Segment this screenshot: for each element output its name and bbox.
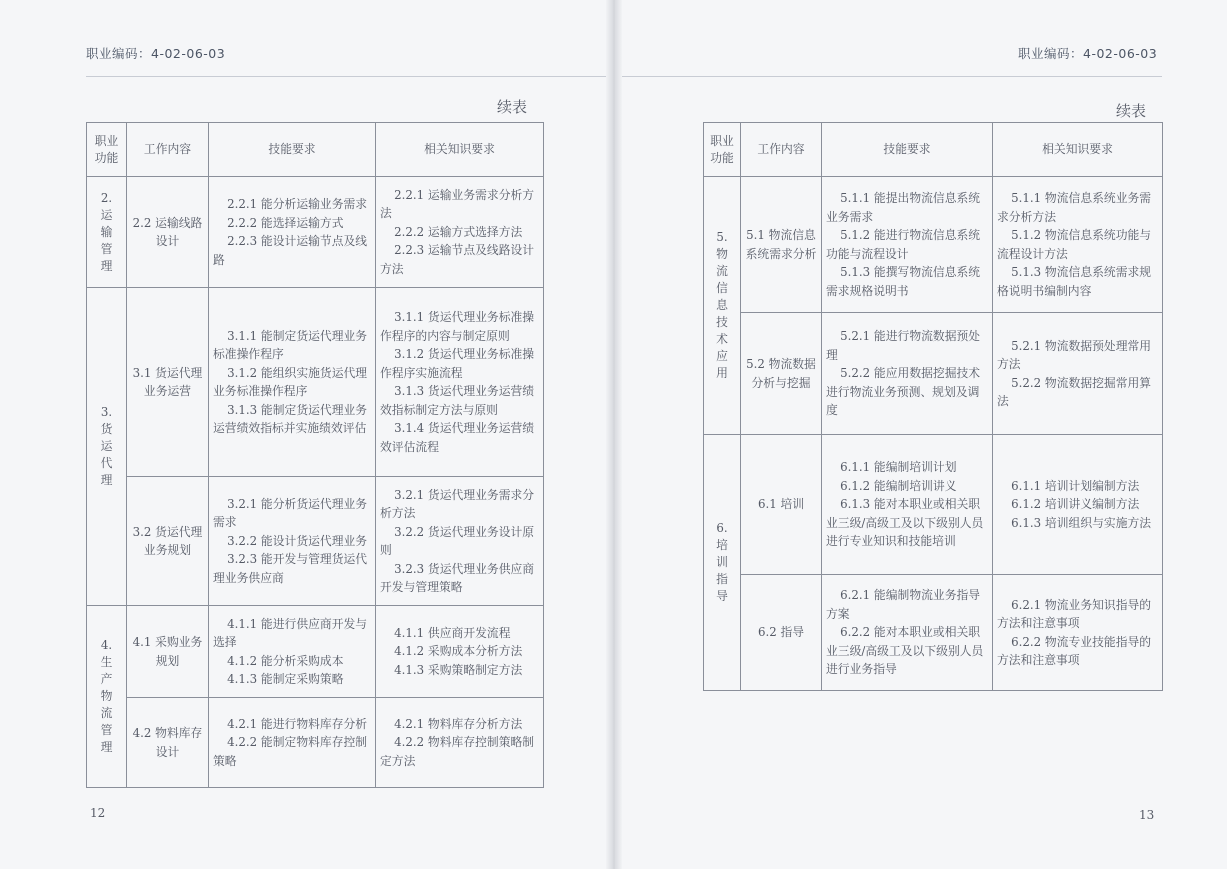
knowledge-cell <box>376 606 544 698</box>
left-page-number: 12 <box>90 806 106 820</box>
left-header-rule <box>86 76 606 77</box>
right-skills-table <box>703 122 1163 691</box>
col-header-knowledge: 相关知识要求 <box>993 123 1163 177</box>
knowledge-item: 3.2.2 货运代理业务设计原则 <box>380 524 535 557</box>
skill-item: 5.1.1 能提出物流信息系统业务需求 <box>826 191 981 224</box>
knowledge-item: 3.1.2 货运代理业务标准操作程序实施流程 <box>380 347 535 380</box>
knowledge-item: 6.2.2 物流专业技能指导的方法和注意事项 <box>997 634 1152 667</box>
function-cell: 3. 货 运 代 理 <box>87 288 127 606</box>
skill-item: 3.2.2 能设计货运代理业务 <box>227 533 368 548</box>
work-content-cell: 3.1 货运代理业务运营 <box>127 288 209 477</box>
skills-cell <box>822 435 993 575</box>
skill-item: 2.2.1 能分析运输业务需求 <box>227 197 368 211</box>
knowledge-item: 4.1.3 采购策略制定方法 <box>394 662 523 677</box>
left-skills-table <box>86 122 544 788</box>
col-header-knowledge: 相关知识要求 <box>376 123 544 177</box>
work-content-cell: 5.2 物流数据分析与挖掘 <box>741 313 822 435</box>
skill-item: 5.2.2 能应用数据挖掘技术进行物流业务预测、规划及调度 <box>826 366 981 418</box>
skill-item: 4.2.2 能制定物料库存控制策略 <box>213 735 368 768</box>
knowledge-item: 2.2.3 运输节点及线路设计方法 <box>380 243 535 276</box>
work-content-cell: 4.1 采购业务规划 <box>127 606 209 698</box>
skill-item: 3.2.3 能开发与管理货运代理业务供应商 <box>213 552 368 585</box>
work-content-cell: 5.1 物流信息系统需求分析 <box>741 177 822 313</box>
knowledge-cell <box>376 288 544 477</box>
knowledge-item: 6.1.1 培训计划编制方法 <box>1011 478 1140 493</box>
knowledge-item: 2.2.1 运输业务需求分析方法 <box>380 187 535 221</box>
knowledge-item: 5.2.1 物流数据预处理常用方法 <box>997 338 1152 371</box>
col-header-content: 工作内容 <box>741 123 822 177</box>
skill-item: 4.1.2 能分析采购成本 <box>227 653 344 668</box>
right-header-rule <box>622 76 1162 77</box>
col-header-skills: 技能要求 <box>209 123 376 177</box>
col-header-function: 职业功能 <box>704 123 741 177</box>
knowledge-item: 3.1.4 货运代理业务运营绩效评估流程 <box>380 421 535 454</box>
skills-cell <box>822 575 993 691</box>
skill-item: 3.1.1 能制定货运代理业务标准操作程序 <box>213 328 368 361</box>
table-row <box>704 177 1163 313</box>
table-row <box>87 288 544 477</box>
skill-item: 3.2.1 能分析货运代理业务需求 <box>213 496 368 530</box>
function-cell: 5. 物 流 信 息 技 术 应 用 <box>704 177 741 435</box>
table-row <box>87 606 544 698</box>
knowledge-item: 4.1.1 供应商开发流程 <box>394 625 511 640</box>
work-content-cell: 6.2 指导 <box>741 575 822 691</box>
table-row <box>87 477 544 606</box>
left-header: 职业编码：4-02-06-03 <box>86 46 226 61</box>
knowledge-item: 5.1.3 物流信息系统需求规格说明书编制内容 <box>997 265 1152 298</box>
knowledge-cell <box>376 698 544 788</box>
knowledge-cell <box>993 575 1163 691</box>
skills-cell <box>822 177 993 313</box>
work-content-cell: 6.1 培训 <box>741 435 822 575</box>
function-cell: 4. 生 产 物 流 管 理 <box>87 606 127 788</box>
skills-cell <box>209 288 376 477</box>
skills-cell <box>209 477 376 606</box>
work-content-cell: 2.2 运输线路设计 <box>127 177 209 288</box>
left-continued-label: 续表 <box>497 98 528 116</box>
knowledge-item: 2.2.2 运输方式选择方法 <box>394 224 523 239</box>
work-content-cell: 4.2 物料库存设计 <box>127 698 209 788</box>
function-cell: 6. 培 训 指 导 <box>704 435 741 691</box>
skill-item: 2.2.3 能设计运输节点及线路 <box>213 234 368 267</box>
skills-cell <box>209 606 376 698</box>
work-content-cell: 3.2 货运代理业务规划 <box>127 477 209 606</box>
skill-item: 6.2.2 能对本职业或相关职业三级/高级工及以下级别人员进行业务指导 <box>826 625 984 677</box>
skills-cell <box>209 177 376 288</box>
knowledge-cell <box>993 313 1163 435</box>
skill-item: 2.2.2 能选择运输方式 <box>227 215 344 230</box>
knowledge-item: 5.1.2 物流信息系统功能与流程设计方法 <box>997 228 1152 261</box>
knowledge-item: 6.1.2 培训讲义编制方法 <box>1011 497 1140 512</box>
knowledge-item: 4.2.2 物料库存控制策略制定方法 <box>380 735 535 768</box>
book-gutter <box>606 0 622 869</box>
skill-item: 3.1.2 能组织实施货运代理业务标准操作程序 <box>213 365 368 398</box>
table-row <box>87 177 544 288</box>
right-page-number: 13 <box>1139 808 1155 822</box>
right-header: 职业编码：4-02-06-03 <box>1018 46 1158 61</box>
knowledge-item: 5.2.2 物流数据挖掘常用算法 <box>997 375 1152 408</box>
skill-item: 6.2.1 能编制物流业务指导方案 <box>826 588 981 621</box>
col-header-function: 职业功能 <box>87 123 127 177</box>
knowledge-cell <box>376 477 544 606</box>
knowledge-item: 5.1.1 物流信息系统业务需求分析方法 <box>997 191 1152 224</box>
table-row <box>704 435 1163 575</box>
skill-item: 5.1.2 能进行物流信息系统功能与流程设计 <box>826 228 981 261</box>
knowledge-item: 4.2.1 物料库存分析方法 <box>394 716 523 731</box>
skill-item: 6.1.2 能编制培训讲义 <box>840 478 957 493</box>
col-header-content: 工作内容 <box>127 123 209 177</box>
knowledge-item: 3.1.1 货运代理业务标准操作程序的内容与制定原则 <box>380 310 535 343</box>
function-cell: 2. 运 输 管 理 <box>87 177 127 288</box>
table-row <box>87 698 544 788</box>
knowledge-cell <box>376 177 544 288</box>
table-header-row <box>87 123 544 177</box>
table-row <box>704 575 1163 691</box>
table-header-row <box>704 123 1163 177</box>
knowledge-item: 4.1.2 采购成本分析方法 <box>394 644 523 659</box>
skill-item: 3.1.3 能制定货运代理业务运营绩效指标并实施绩效评估 <box>213 402 368 435</box>
skill-item: 5.2.1 能进行物流数据预处理 <box>826 329 981 362</box>
right-continued-label: 续表 <box>1116 102 1147 120</box>
table-row <box>704 313 1163 435</box>
skill-item: 4.1.3 能制定采购策略 <box>227 672 344 686</box>
skill-item: 5.1.3 能撰写物流信息系统需求规格说明书 <box>826 265 981 298</box>
knowledge-cell <box>993 435 1163 575</box>
skill-item: 6.1.1 能编制培训计划 <box>840 460 957 475</box>
skill-item: 4.2.1 能进行物料库存分析 <box>227 716 368 731</box>
knowledge-item: 6.1.3 培训组织与实施方法 <box>1011 515 1152 530</box>
knowledge-item: 3.2.1 货运代理业务需求分析方法 <box>380 487 535 520</box>
skills-cell <box>209 698 376 788</box>
col-header-skills: 技能要求 <box>822 123 993 177</box>
skill-item: 6.1.3 能对本职业或相关职业三级/高级工及以下级别人员进行专业知识和技能培训 <box>826 497 984 549</box>
skill-item: 4.1.1 能进行供应商开发与选择 <box>213 616 368 649</box>
knowledge-item: 3.1.3 货运代理业务运营绩效指标制定方法与原则 <box>380 384 535 417</box>
knowledge-item: 3.2.3 货运代理业务供应商开发与管理策略 <box>380 561 535 594</box>
skills-cell <box>822 313 993 435</box>
knowledge-cell <box>993 177 1163 313</box>
knowledge-item: 6.2.1 物流业务知识指导的方法和注意事项 <box>997 597 1152 630</box>
